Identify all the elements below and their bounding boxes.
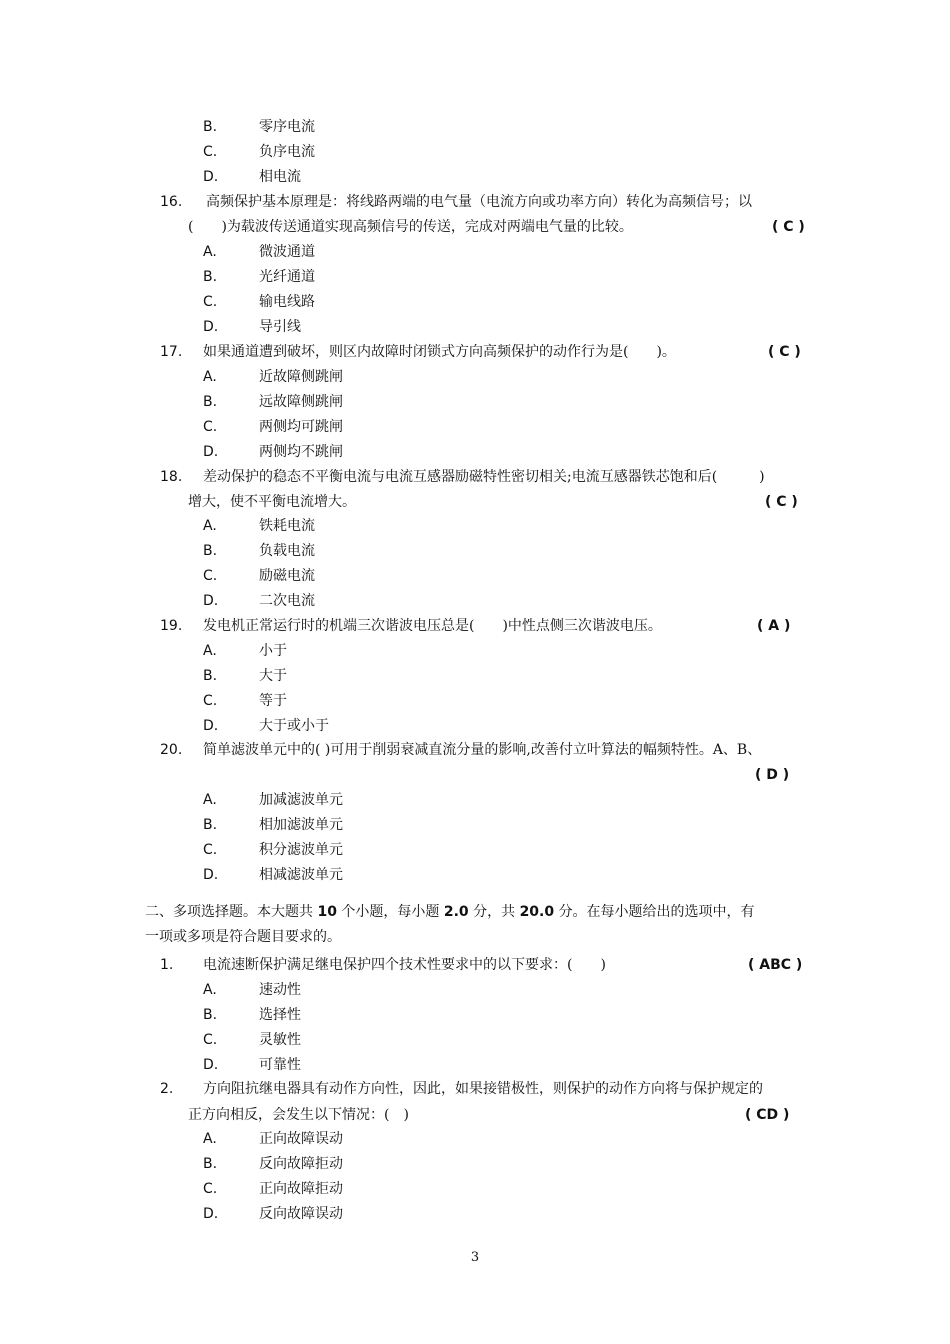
option-text: 反向故障拒动 [259, 1156, 343, 1172]
question-count: 10 [317, 904, 337, 920]
option-letter: B. [203, 1007, 218, 1023]
option-letter: D. [203, 444, 219, 460]
section-heading-line2 [145, 925, 341, 949]
option-letter: A. [203, 244, 217, 260]
option-text: 灵敏性 [259, 1032, 301, 1048]
question-text: 正方向相反，会发生以下情况：( ) [188, 1107, 409, 1123]
points-per-question: 2.0 [443, 904, 469, 920]
question-number: 18. [160, 469, 183, 485]
option-letter: B. [203, 119, 218, 135]
option-letter: A. [203, 1131, 217, 1147]
question-number: 19. [160, 618, 183, 634]
question-text: 方向阻抗继电器具有动作方向性，因此，如果接错极性，则保护的动作方向将与保护规定的 [203, 1081, 763, 1097]
answer-label: ( D ) [755, 767, 790, 783]
section-heading [145, 900, 755, 924]
question-number: 20. [160, 742, 183, 758]
option-text: 铁耗电流 [259, 518, 315, 534]
page-number: 3 [470, 1250, 480, 1265]
question-text: 如果通道遭到破坏，则区内故障时闭锁式方向高频保护的动作行为是( )。 [203, 344, 676, 360]
option-letter: B. [203, 543, 218, 559]
option-letter: A. [203, 369, 217, 385]
answer-label: ( C ) [768, 344, 801, 360]
section-heading-text: 分，共 [473, 904, 516, 920]
option-letter: A. [203, 518, 217, 534]
option-text: 负载电流 [259, 543, 315, 559]
option-letter: B. [203, 394, 218, 410]
option-text: 相电流 [259, 169, 301, 185]
question-number: 2. [160, 1081, 174, 1097]
option-letter: D. [203, 867, 219, 883]
option-letter: A. [203, 643, 217, 659]
option-text: 大于或小于 [259, 718, 329, 734]
option-text: 两侧均可跳闸 [259, 419, 343, 435]
question-text: 电流速断保护满足继电保护四个技术性要求中的以下要求：( ) [203, 957, 606, 973]
option-letter: B. [203, 1156, 218, 1172]
option-letter: C. [203, 1032, 218, 1048]
option-letter: C. [203, 419, 218, 435]
option-letter: A. [203, 792, 217, 808]
option-letter: C. [203, 568, 218, 584]
option-text: 近故障侧跳闸 [259, 369, 343, 385]
option-text: 大于 [259, 668, 287, 684]
option-text: 两侧均不跳闸 [259, 444, 343, 460]
section-heading-text: 分。在每小题给出的选项中，有 [558, 904, 755, 920]
option-letter: C. [203, 294, 218, 310]
question-number: 17. [160, 344, 183, 360]
option-text: 速动性 [259, 982, 301, 998]
option-text: 远故障侧跳闸 [259, 394, 343, 410]
question-number: 1. [160, 957, 174, 973]
answer-label: ( CD ) [745, 1107, 790, 1123]
option-text: 正向故障误动 [259, 1131, 343, 1147]
question-text: 高频保护基本原理是：将线路两端的电气量（电流方向或功率方向）转化为高频信号；以 [206, 194, 752, 210]
option-text: 负序电流 [259, 144, 315, 160]
option-text: 可靠性 [259, 1057, 301, 1073]
option-text: 相加滤波单元 [259, 817, 343, 833]
option-letter: D. [203, 319, 219, 335]
option-letter: D. [203, 1057, 219, 1073]
section-heading-text: 一项或多项是符合题目要求的。 [145, 929, 341, 945]
option-text: 输电线路 [259, 294, 315, 310]
option-letter: D. [203, 593, 219, 609]
option-text: 正向故障拒动 [259, 1181, 343, 1197]
answer-label: ( A ) [757, 618, 791, 634]
question-text: ( )为载波传送通道实现高频信号的传送，完成对两端电气量的比较。 [188, 219, 633, 235]
option-text: 二次电流 [259, 593, 315, 609]
option-letter: D. [203, 718, 219, 734]
question-text: 增大，使不平衡电流增大。 [188, 494, 356, 510]
section-heading-text: 个小题，每小题 [341, 904, 440, 920]
section-heading-text: 二、多项选择题。本大题共 [145, 904, 313, 920]
option-text: 导引线 [259, 319, 301, 335]
option-letter: A. [203, 982, 217, 998]
total-points: 20.0 [519, 904, 555, 920]
question-text: 简单滤波单元中的( )可用于削弱衰减直流分量的影响,改善付立叶算法的幅频特性。A、B、 [203, 742, 762, 758]
option-text: 光纤通道 [259, 269, 315, 285]
option-letter: B. [203, 269, 218, 285]
option-letter: D. [203, 169, 219, 185]
option-text: 小于 [259, 643, 287, 659]
option-letter: C. [203, 842, 218, 858]
option-letter: C. [203, 693, 218, 709]
option-letter: D. [203, 1206, 219, 1222]
question-text: 差动保护的稳态不平衡电流与电流互感器励磁特性密切相关;电流互感器铁芯饱和后( ) [203, 469, 765, 485]
option-text: 反向故障误动 [259, 1206, 343, 1222]
option-letter: C. [203, 144, 218, 160]
option-text: 加减滤波单元 [259, 792, 343, 808]
option-text: 相减滤波单元 [259, 867, 343, 883]
option-text: 选择性 [259, 1007, 301, 1023]
answer-label: ( ABC ) [748, 957, 803, 973]
option-text: 励磁电流 [259, 568, 315, 584]
option-letter: B. [203, 817, 218, 833]
question-number: 16. [160, 194, 183, 210]
option-letter: B. [203, 668, 218, 684]
answer-label: ( C ) [772, 219, 805, 235]
option-text: 等于 [259, 693, 287, 709]
answer-label: ( C ) [765, 494, 798, 510]
question-text: 发电机正常运行时的机端三次谐波电压总是( )中性点侧三次谐波电压。 [203, 618, 662, 634]
option-letter: C. [203, 1181, 218, 1197]
option-text: 零序电流 [259, 119, 315, 135]
option-text: 微波通道 [259, 244, 315, 260]
option-text: 积分滤波单元 [259, 842, 343, 858]
